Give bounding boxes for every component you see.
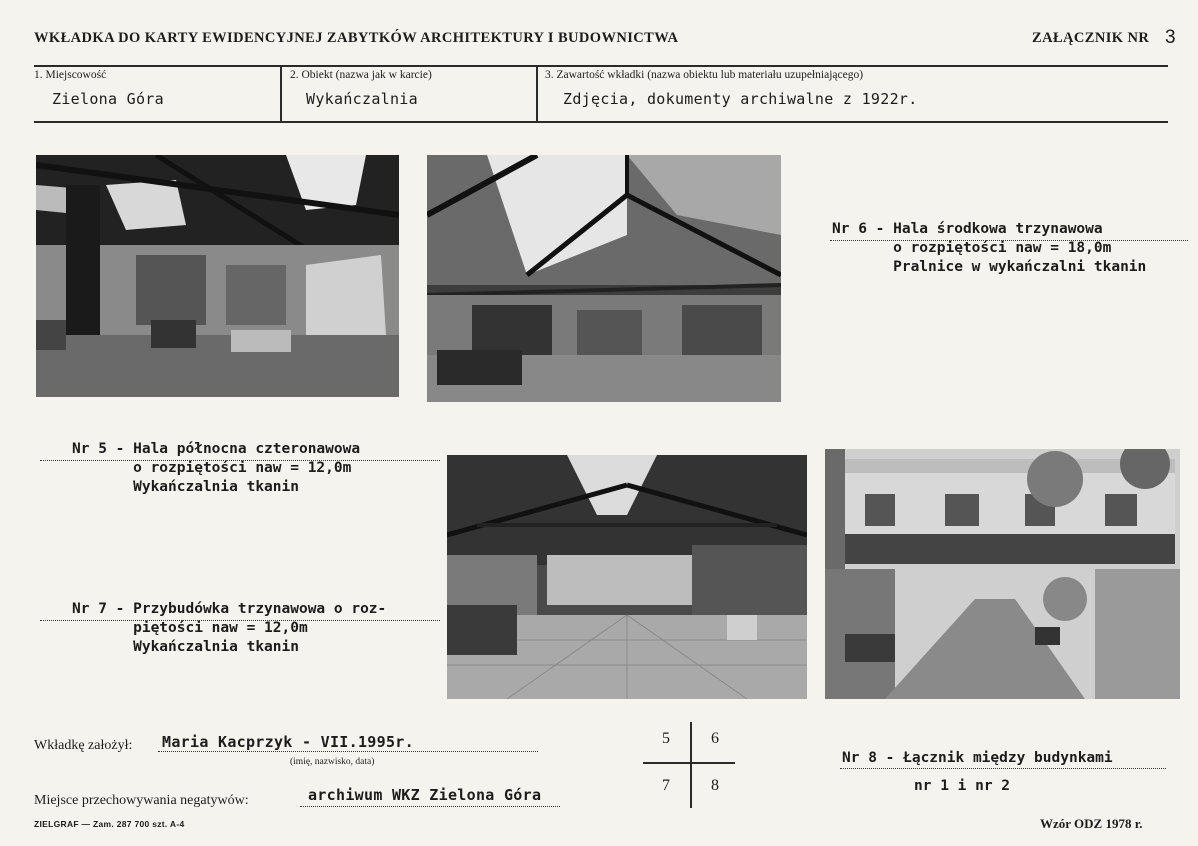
content-value: Zdjęcia, dokumenty archiwalne z 1922r. [563, 90, 918, 108]
header-divider [34, 65, 1168, 67]
caption-underline [40, 620, 440, 621]
created-label: Wkładkę założył: [34, 738, 133, 753]
grid-horizontal [643, 762, 735, 764]
created-hint: (imię, nazwisko, data) [290, 757, 375, 767]
place-value: Zielona Góra [52, 90, 164, 108]
field-divider [536, 66, 538, 122]
caption-underline [840, 768, 1166, 769]
caption-underline [830, 240, 1188, 241]
photo-5 [36, 155, 399, 397]
object-label: 2. Obiekt (nazwa jak w karcie) [290, 69, 432, 81]
caption-nr5: Nr 5 - Hala północna czteronawowa o rozpiętości naw = 12,0m Wykańczalnia tkanin [72, 441, 361, 495]
created-dotline [158, 751, 538, 752]
caption-nr6: Nr 6 - Hala środkowa trzynawowa o rozpiętości naw = 18,0m Pralnice w wykańczalni tkanin [832, 221, 1147, 275]
photo-8 [825, 449, 1180, 699]
annex-label: ZAŁĄCZNIK NR [1032, 30, 1150, 46]
content-label: 3. Zawartość wkładki (nazwa obiektu lub materiału uzupełniającego) [545, 69, 864, 81]
place-label: 1. Miejscowość [34, 69, 107, 81]
photo-6 [427, 155, 781, 402]
storage-dotline [300, 806, 560, 807]
form-version: Wzór ODZ 1978 r. [1040, 816, 1143, 831]
created-value: Maria Kacprzyk - VII.1995r. [162, 733, 414, 751]
grid-cell-bl: 7 [662, 777, 670, 794]
field-divider [280, 66, 282, 122]
grid-vertical [690, 722, 692, 808]
grid-cell-tr: 6 [711, 730, 719, 747]
caption-nr8-line2: nr 1 i nr 2 [914, 778, 1011, 794]
printer-note: ZIELGRAF — Zam. 287 700 szt. A-4 [34, 819, 185, 829]
grid-cell-br: 8 [711, 777, 719, 794]
storage-label: Miejsce przechowywania negatywów: [34, 793, 249, 808]
annex-number: 3 [1165, 27, 1176, 48]
storage-value: archiwum WKZ Zielona Góra [308, 786, 542, 804]
grid-cell-tl: 5 [662, 730, 670, 747]
caption-nr8: Nr 8 - Łącznik między budynkami [842, 750, 1113, 766]
object-value: Wykańczalnia [306, 90, 418, 108]
form-title: WKŁADKA DO KARTY EWIDENCYJNEJ ZABYTKÓW ARCHITEKTURY I BUDOWNICTWA [34, 30, 679, 46]
fields-divider [34, 121, 1168, 123]
photo-7 [447, 455, 807, 699]
caption-underline [40, 460, 440, 461]
caption-nr7: Nr 7 - Przybudówka trzynawowa o roz- piętości naw = 12,0m Wykańczalnia tkanin [72, 601, 387, 655]
